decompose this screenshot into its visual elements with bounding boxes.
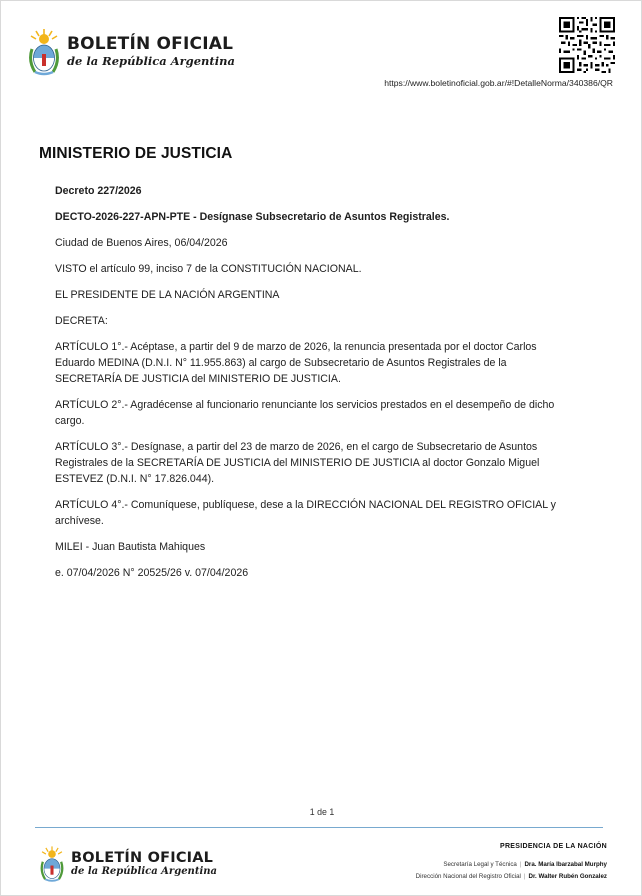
decree-title: DECTO-2026-227-APN-PTE - Desígnase Subsecretario de Asuntos Registrales. bbox=[55, 211, 450, 223]
argentina-coat-of-arms-icon bbox=[39, 844, 65, 884]
visto-paragraph: VISTO el artículo 99, inciso 7 de la CONSTITUCIÓN NACIONAL. bbox=[55, 263, 362, 275]
credit-1-office: Secretaría Legal y Técnica bbox=[443, 861, 517, 868]
boletin-oficial-logo bbox=[27, 27, 235, 77]
decree-content bbox=[55, 183, 575, 581]
logo-title: BOLETÍN OFICIAL bbox=[67, 34, 234, 55]
footer-logo bbox=[39, 844, 217, 884]
logo-subtitle: de la República Argentina bbox=[67, 54, 235, 69]
footer-logo-subtitle: de la República Argentina bbox=[71, 866, 217, 878]
decreta-line: DECRETA: bbox=[55, 315, 108, 327]
page-number: 1 de 1 bbox=[309, 807, 335, 817]
article-2: ARTÍCULO 2°.- Agradécense al funcionario renunciante los servicios prestados en el desempeño de dicho cargo. bbox=[55, 399, 555, 427]
president-line: EL PRESIDENTE DE LA NACIÓN ARGENTINA bbox=[55, 289, 280, 301]
place-date: Ciudad de Buenos Aires, 06/04/2026 bbox=[55, 237, 228, 249]
article-1: ARTÍCULO 1°.- Acéptase, a partir del 9 de marzo de 2026, la renuncia presentada por el doctor Carlos Eduardo MEDINA (D.N.I. N° 11.955.863) al cargo de Subsecretario de Asuntos Registrales de la SECRETARÍA DE JUSTICIA del MINISTERIO DE JUSTICIA. bbox=[55, 341, 537, 385]
header bbox=[1, 1, 642, 101]
credit-line-1: Secretaría Legal y Técnica | Dra. María Ibarzabal Murphy bbox=[443, 861, 607, 868]
argentina-coat-of-arms-icon bbox=[27, 27, 61, 77]
ministry-heading: MINISTERIO DE JUSTICIA bbox=[39, 145, 233, 162]
article-4: ARTÍCULO 4°.- Comuníquese, publíquese, dese a la DIRECCIÓN NACIONAL DEL REGISTRO OFICIAL y archívese. bbox=[55, 499, 556, 527]
footer-logo-title: BOLETÍN OFICIAL bbox=[71, 849, 214, 866]
publication-line: e. 07/04/2026 N° 20525/26 v. 07/04/2026 bbox=[55, 567, 249, 579]
credit-2-office: Dirección Nacional del Registro Oficial bbox=[415, 873, 521, 880]
credit-1-name: Dra. María Ibarzabal Murphy bbox=[524, 861, 607, 868]
signatures: MILEI - Juan Bautista Mahiques bbox=[55, 541, 206, 553]
credit-line-2: Dirección Nacional del Registro Oficial | Dr. Walter Rubén Gonzalez bbox=[415, 873, 607, 880]
decree-number: Decreto 227/2026 bbox=[55, 185, 142, 197]
article-3: ARTÍCULO 3°.- Desígnase, a partir del 23 de marzo de 2026, en el cargo de Subsecretario de Asuntos Registrales de la SECRETARÍA DE JUSTICIA del MINISTERIO DE JUSTICIA al doctor Gonzalo Miguel ESTEVEZ (D.N.I. N° 17.826.044). bbox=[55, 441, 540, 485]
presidencia-label: PRESIDENCIA DE LA NACIÓN bbox=[499, 843, 607, 850]
qr-code-icon[interactable] bbox=[559, 17, 615, 73]
footer-divider bbox=[35, 827, 603, 828]
document-url[interactable]: https://www.boletinoficial.gob.ar/#!DetalleNorma/340386/QR bbox=[384, 78, 613, 88]
credit-2-name: Dr. Walter Rubén Gonzalez bbox=[528, 873, 607, 880]
